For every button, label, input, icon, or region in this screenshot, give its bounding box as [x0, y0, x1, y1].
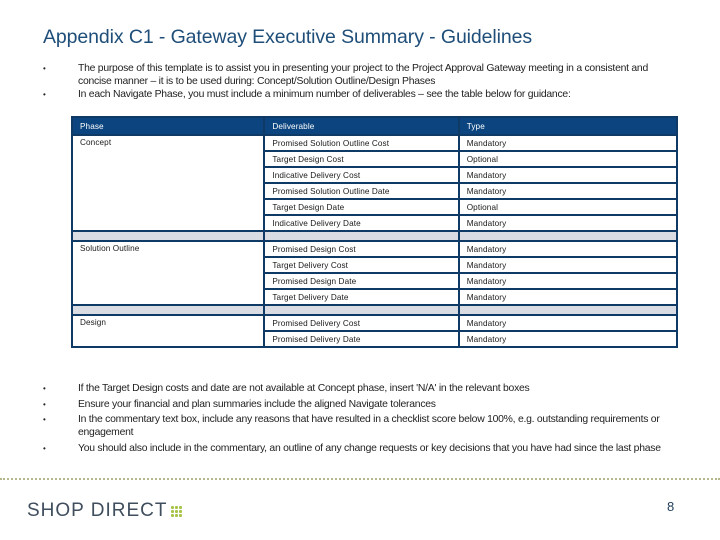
- bullet-item: [43, 88, 683, 101]
- type-cell: Mandatory: [459, 331, 677, 347]
- type-cell: Mandatory: [459, 241, 677, 257]
- type-cell: Mandatory: [459, 183, 677, 199]
- bullet-icon: •: [43, 415, 46, 424]
- deliverable-cell: Target Delivery Date: [264, 289, 458, 305]
- deliverable-cell: Promised Delivery Date: [264, 331, 458, 347]
- type-cell: Mandatory: [459, 315, 677, 331]
- table-spacer-row: [72, 305, 677, 315]
- deliverable-cell: Target Delivery Cost: [264, 257, 458, 273]
- deliverable-cell: Promised Delivery Cost: [264, 315, 458, 331]
- bullet-text: You should also include in the commentary, an outline of any change requests or key decisions that you have had since the last phase: [78, 442, 661, 454]
- phase-cell-design: Design: [72, 315, 264, 347]
- deliverable-cell: Promised Design Cost: [264, 241, 458, 257]
- bullet-icon: •: [43, 443, 46, 453]
- table-row: [72, 135, 677, 151]
- deliverable-cell: Target Design Date: [264, 199, 458, 215]
- header-deliverable: Deliverable: [264, 117, 458, 135]
- intro-bullet-list: [43, 62, 683, 101]
- bullet-icon: •: [43, 64, 46, 73]
- bullet-item: [43, 62, 683, 88]
- phase-cell-solution-outline: Solution Outline: [72, 241, 264, 305]
- logo-text: SHOP DIRECT: [27, 500, 168, 521]
- table-header-row: [72, 117, 677, 135]
- type-cell: Mandatory: [459, 167, 677, 183]
- deliverable-cell: Indicative Delivery Cost: [264, 167, 458, 183]
- bullet-item: [43, 382, 683, 395]
- type-cell: Mandatory: [459, 257, 677, 273]
- footer-divider: [0, 478, 720, 480]
- bullet-icon: •: [43, 90, 46, 99]
- header-phase: Phase: [72, 117, 264, 135]
- header-type: Type: [459, 117, 677, 135]
- bullet-text: In the commentary text box, include any reasons that have resulted in a checklist score below 100%, e.g. outstanding requirements or engagement: [78, 414, 660, 438]
- page-title: Appendix C1 - Gateway Executive Summary - Guidelines: [43, 26, 533, 48]
- bullet-text: In each Navigate Phase, you must include a minimum number of deliverables – see the table below for guidance:: [78, 89, 571, 100]
- deliverable-cell: Promised Solution Outline Date: [264, 183, 458, 199]
- type-cell: Optional: [459, 199, 677, 215]
- bullet-item: [43, 398, 683, 411]
- deliverable-cell: Target Design Cost: [264, 151, 458, 167]
- table-row: [72, 315, 677, 331]
- deliverable-cell: Indicative Delivery Date: [264, 215, 458, 231]
- company-logo: [27, 500, 182, 522]
- bullet-icon: •: [43, 384, 46, 393]
- type-cell: Mandatory: [459, 289, 677, 305]
- logo-dots-icon: [171, 506, 182, 517]
- notes-bullet-list: [43, 382, 683, 457]
- type-cell: Mandatory: [459, 273, 677, 289]
- bullet-text: The purpose of this template is to assist you in presenting your project to the Project Approval Gateway meeting in a consistent and concise manner – it is to be used during: Concept/Solution Outline/Design Phases: [78, 63, 648, 87]
- bullet-icon: •: [43, 399, 46, 409]
- phase-cell-concept: Concept: [72, 135, 264, 231]
- bullet-item: [43, 413, 683, 439]
- type-cell: Optional: [459, 151, 677, 167]
- bullet-text: Ensure your financial and plan summaries include the aligned Navigate tolerances: [78, 398, 436, 410]
- table-row: [72, 241, 677, 257]
- deliverable-cell: Promised Design Date: [264, 273, 458, 289]
- page-number: 8: [667, 499, 675, 514]
- type-cell: Mandatory: [459, 135, 677, 151]
- deliverables-table: [71, 116, 678, 348]
- deliverable-cell: Promised Solution Outline Cost: [264, 135, 458, 151]
- bullet-item: [43, 442, 683, 455]
- table-spacer-row: [72, 231, 677, 241]
- bullet-text: If the Target Design costs and date are not available at Concept phase, insert 'N/A' in the relevant boxes: [78, 383, 530, 394]
- type-cell: Mandatory: [459, 215, 677, 231]
